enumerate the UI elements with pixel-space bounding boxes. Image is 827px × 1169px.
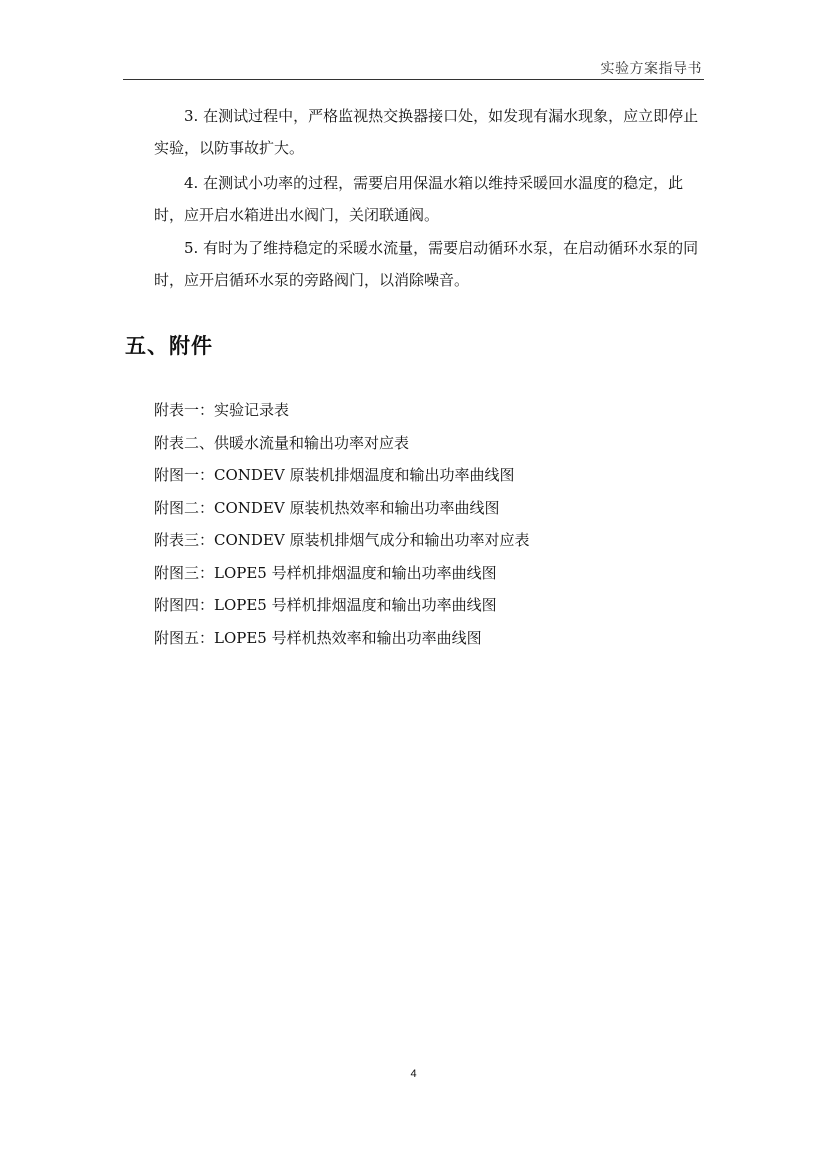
note-paragraph-5: 5. 有时为了维持稳定的采暖水流量，需要启动循环水泵，在启动循环水泵的同时，应开启循环水泵的旁路阀门，以消除噪音。 bbox=[154, 239, 699, 289]
running-header-title: 实验方案指导书 bbox=[600, 61, 702, 77]
attachment-item: 附图三：LOPE5 号样机排烟温度和输出功率曲线图 bbox=[154, 563, 497, 582]
attachment-item: 附图一：CONDEV 原装机排烟温度和输出功率曲线图 bbox=[154, 466, 515, 484]
attachment-item: 附表二、供暖水流量和输出功率对应表 bbox=[154, 433, 410, 452]
attachment-item: 附表三：CONDEV 原装机排烟气成分和输出功率对应表 bbox=[154, 531, 530, 549]
page-number: 4 bbox=[410, 1068, 417, 1080]
attachment-list bbox=[154, 394, 529, 654]
attachment-item: 附图二：CONDEV 原装机热效率和输出功率曲线图 bbox=[154, 498, 500, 517]
header-divider bbox=[123, 79, 704, 80]
note-paragraph-3: 3. 在测试过程中，严格监视热交换器接口处，如发现有漏水现象，应立即停止实验，以防事故扩大。 bbox=[154, 107, 699, 157]
attachment-item: 附表一：实验记录表 bbox=[154, 401, 290, 419]
note-paragraph-4: 4. 在测试小功率的过程，需要启用保温水箱以维持采暖回水温度的稳定，此时，应开启水箱进出水阀门，关闭联通阀。 bbox=[154, 174, 684, 224]
section-heading-attachments: 五、附件 bbox=[125, 333, 213, 358]
attachment-item: 附图四：LOPE5 号样机排烟温度和输出功率曲线图 bbox=[154, 596, 497, 614]
attachment-item: 附图五：LOPE5 号样机热效率和输出功率曲线图 bbox=[154, 628, 482, 647]
